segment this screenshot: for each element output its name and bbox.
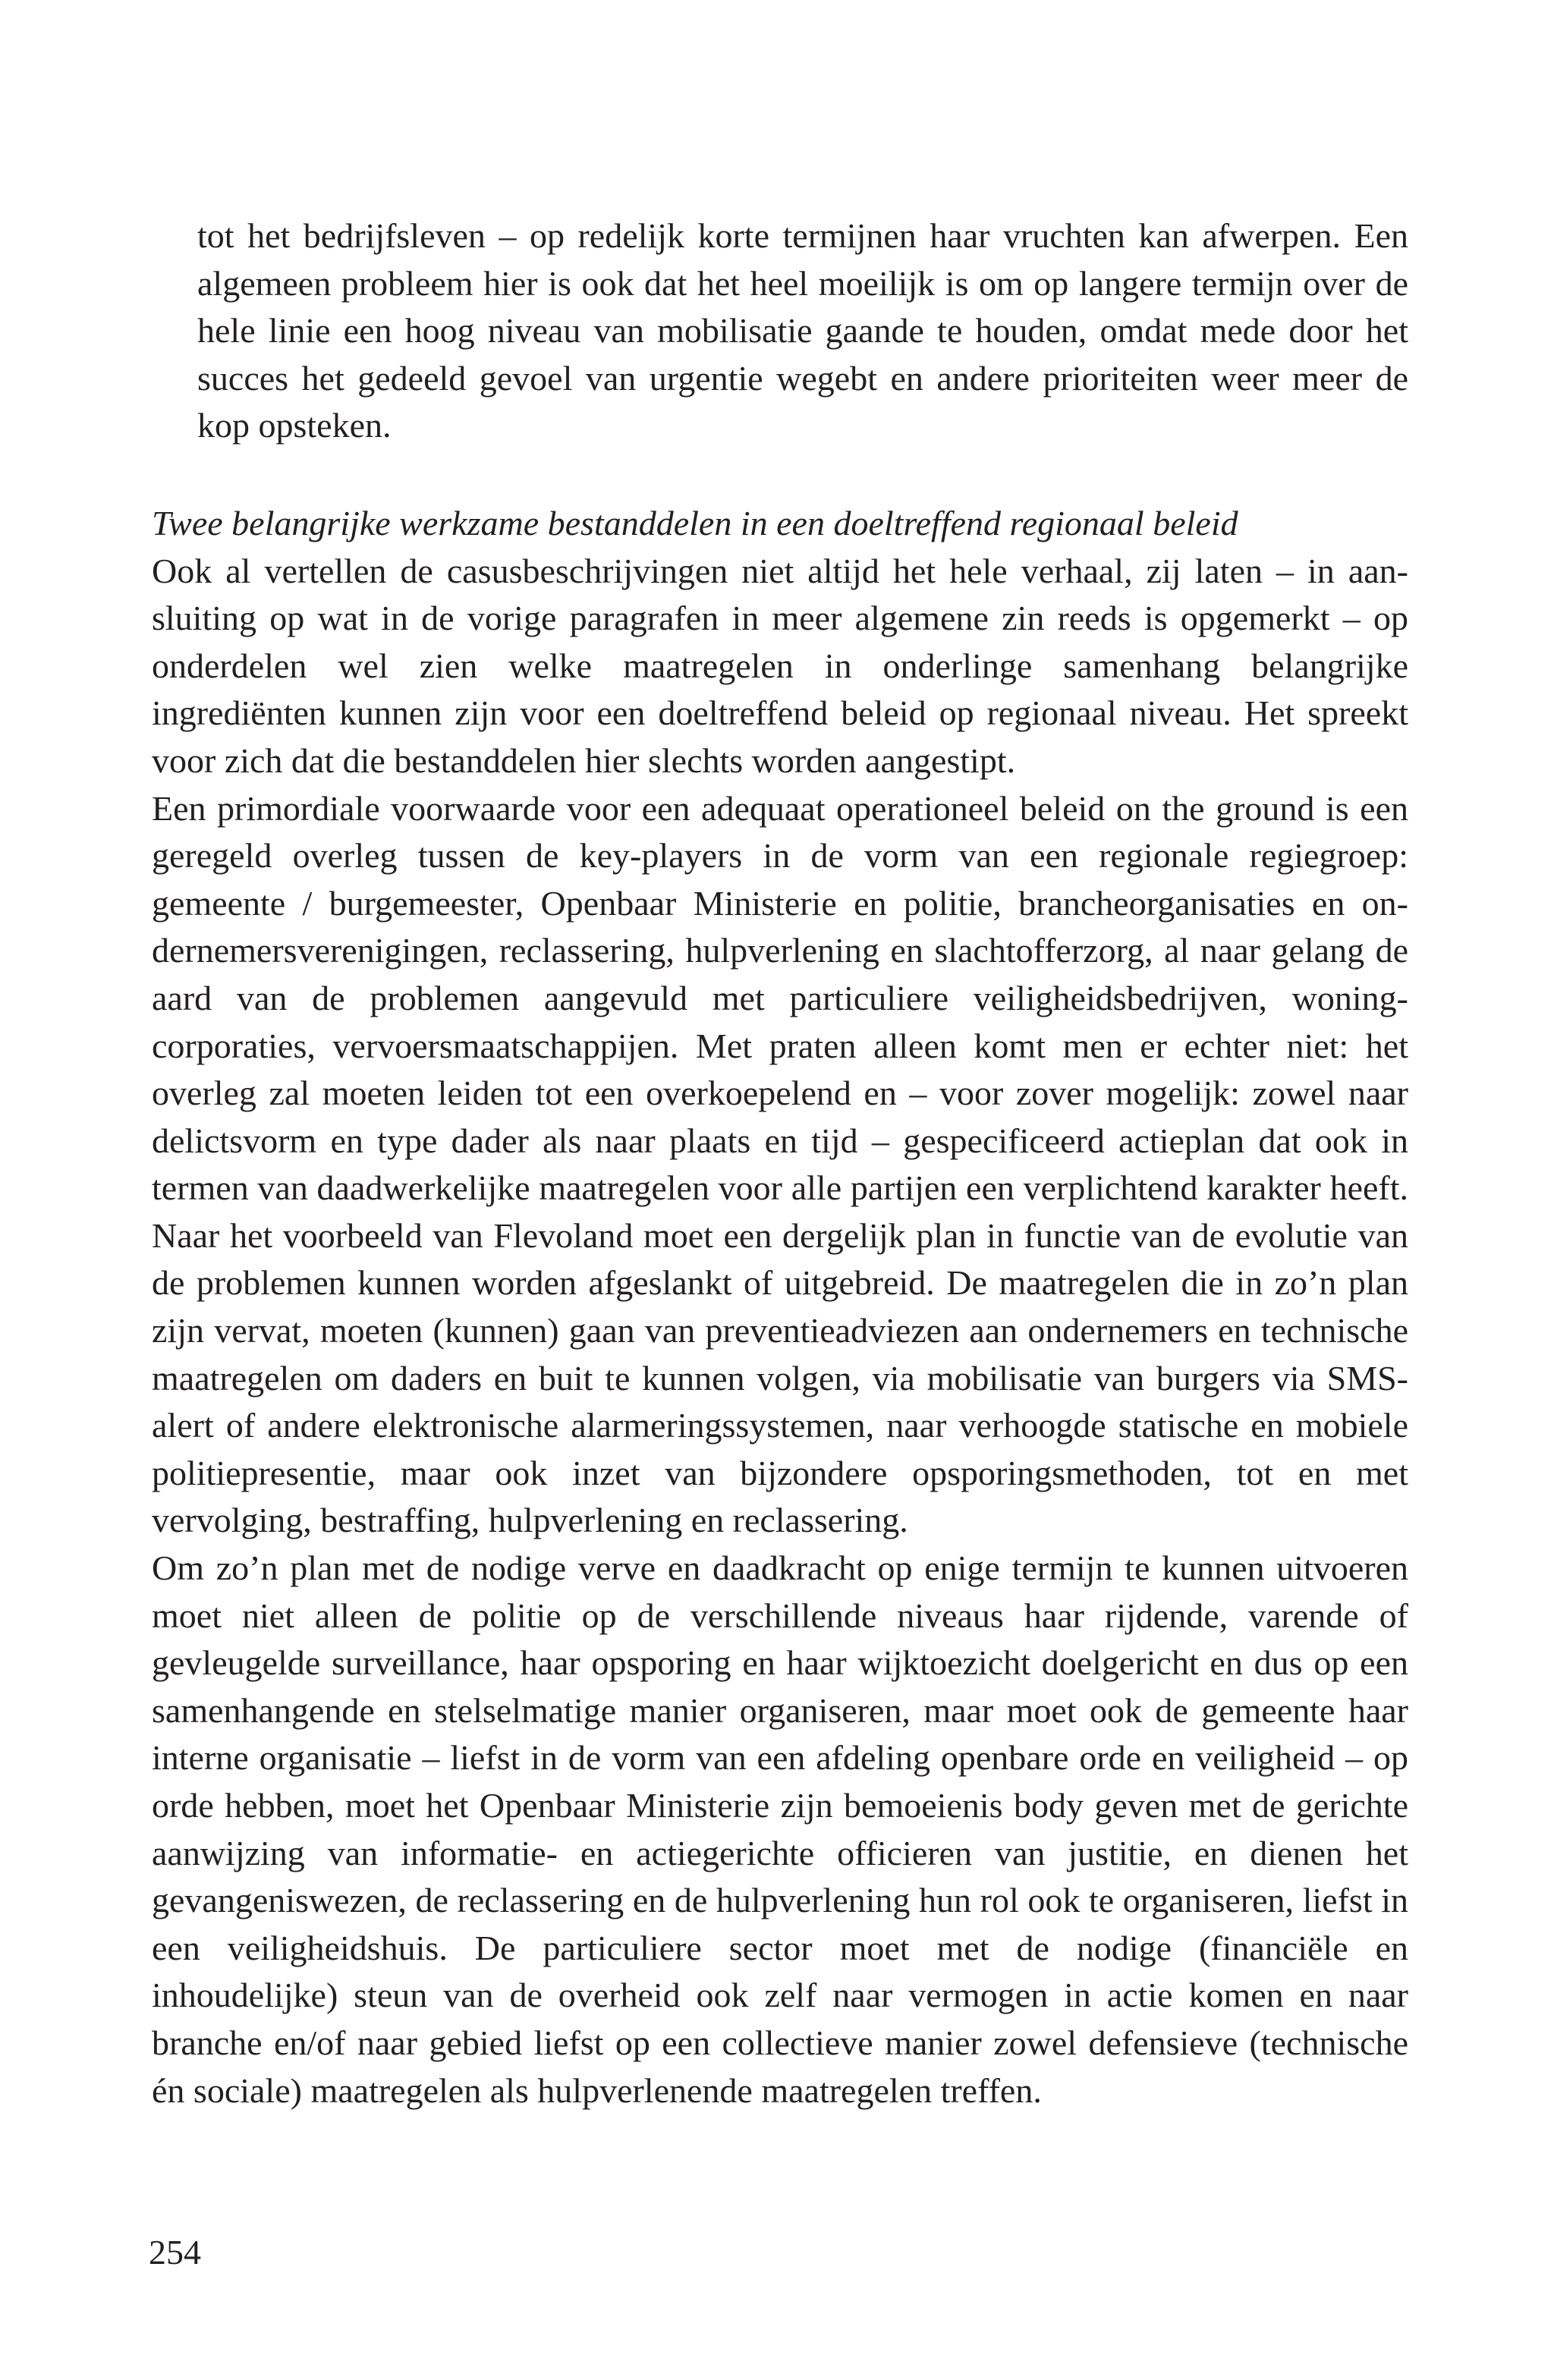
page-body xyxy=(152,212,1408,2114)
body-paragraph-1: Ook al vertellen de casusbeschrijvingen niet altijd het hele verhaal, zij laten – in aansluiting op wat in de vorige paragrafen in meer algemene zin reeds is opgemerkt – op onderdelen wel zien welke maatregelen in onderlinge samenhang belangrijke ingrediënten kunnen zijn voor een doeltreffend beleid op regionaal niveau. Het spreekt voor zich dat die bestanddelen hier slechts worden aangestipt. xyxy=(152,551,1408,780)
body-paragraph-2: Een primordiale voorwaarde voor een adequaat operationeel beleid on the ground is een geregeld overleg tussen de key-players in de vorm van een regionale regiegroep: gemeente / burgemeester, Openbaar Ministerie en politie, brancheorganisaties en ondernemersverenigingen, reclassering, hulpverlening en slachtofferzorg, al naar gelang de aard van de problemen aangevuld met particuliere veiligheidsbedrijven, woningcorporaties, vervoersmaatschappijen. Met praten alleen komt men er echter niet: het overleg zal moeten leiden tot een overkoepelend en – voor zover mogelijk: zowel naar delictsvorm en type dader als naar plaats en tijd – gespecificeerd actieplan dat ook in termen van daadwerkelijke maatregelen voor alle partijen een verplichtend karakter heeft. Naar het voorbeeld van Flevoland moet een dergelijk plan in functie van de evolutie van de problemen kunnen worden afgeslankt of uitgebreid. De maatregelen die in zo’n plan zijn vervat, moeten (kunnen) gaan van preventieadviezen aan ondernemers en technische maatregelen om daders en buit te kunnen volgen, via mobilisatie van burgers via SMS-alert of andere elektronische alarmeringssystemen, naar verhoogde statische en mobiele politiepresentie, maar ook inzet van bijzondere opsporingsmethoden, tot en met vervolging, bestraffing, hulpverlening en reclassering. xyxy=(152,788,1408,1540)
section-heading: Twee belangrijke werkzame bestanddelen in een doeltreffend regionaal beleid xyxy=(152,503,1238,542)
page-number: 254 xyxy=(149,2233,201,2272)
opening-paragraph: tot het bedrijfsleven – op redelijk korte termijnen haar vruchten kan afwerpen. Een algemeen probleem hier is ook dat het heel moeilijk is om op langere termijn over de hele linie een hoog niveau van mobilisatie gaande te houden, omdat mede door het succes het gedeeld gevoel van urgentie wegebt en andere prioriteiten weer meer de kop opsteken. xyxy=(197,216,1408,445)
body-paragraph-3: Om zo’n plan met de nodige verve en daadkracht op enige termijn te kunnen uitvoeren moet niet alleen de politie op de verschillende niveaus haar rijdende, varende of gevleugelde surveillance, haar opsporing en haar wijktoezicht doelgericht en dus op een samenhangende en stelselmatige manier organiseren, maar moet ook de gemeente haar interne organisatie – liefst in de vorm van een afdeling openbare orde en veiligheid – op orde hebben, moet het Openbaar Ministerie zijn bemoeienis body geven met de gerichte aanwijzing van informatie- en actiegerichte officieren van justitie, en dienen het gevangeniswezen, de reclassering en de hulpverlening hun rol ook te organiseren, liefst in een veiligheidshuis. De particuliere sector moet met de nodige (financiële en inhoudelijke) steun van de overheid ook zelf naar vermogen in actie komen en naar branche en/of naar gebied liefst op een collectieve manier zowel defensieve (technische én sociale) maatregelen als hulpverlenende maatregelen treffen. xyxy=(152,1548,1408,2110)
